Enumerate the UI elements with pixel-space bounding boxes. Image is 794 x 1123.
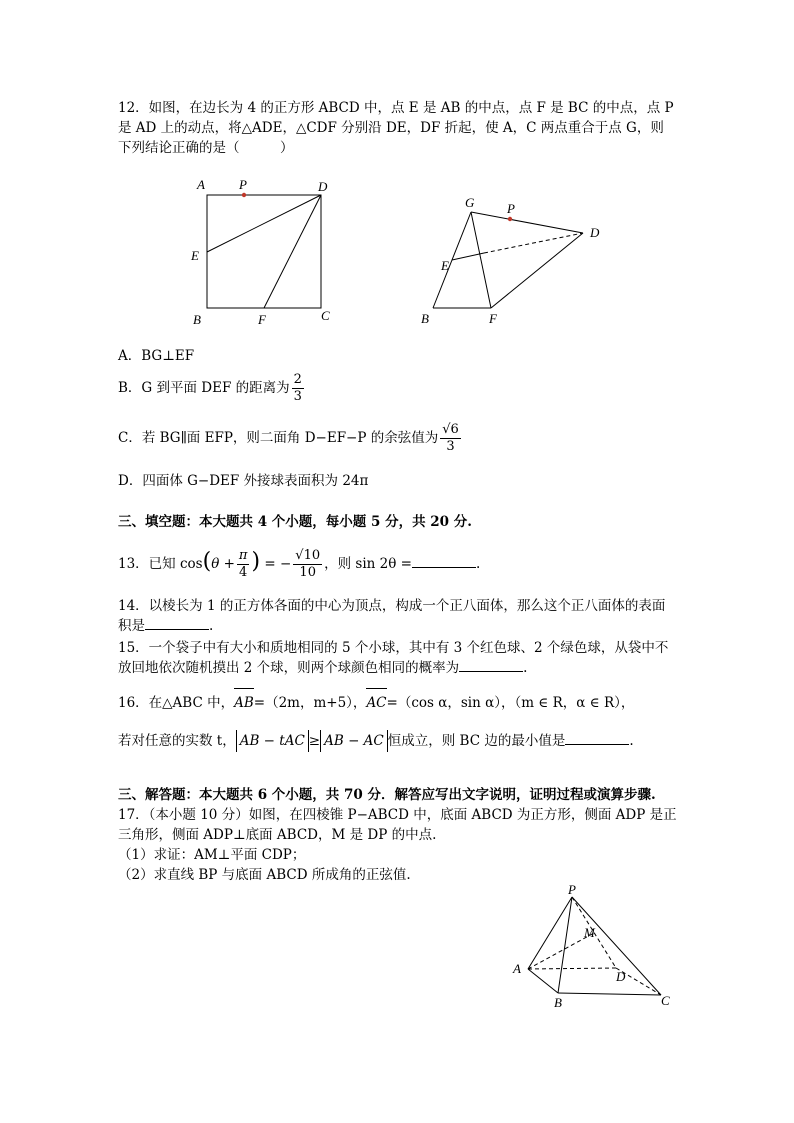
label-e: E (191, 248, 199, 263)
section-solve-title: 三、解答题：本大题共 6 个小题，共 70 分．解答应写出文字说明，证明过程或演算步骤. (118, 787, 656, 803)
frac-sqrt6-3: $\frac{√6}{3}$ (442, 422, 459, 454)
label-d: D (318, 179, 328, 194)
q17-line1: 17．（本小题 10 分）如图，在四棱锥 P−ABCD 中，底面 ABCD 为正方形，侧面 ADP 是正 (118, 807, 677, 823)
segment-ed (207, 195, 321, 252)
q16-answer-blank[interactable] (565, 744, 629, 745)
label-e2: E (441, 258, 449, 273)
q15-line1: 15．一个袋子中有大小和质地相同的 5 个小球，其中有 3 个红色球、2 个绿色球，从袋中不 (118, 640, 669, 656)
figure-square-abcd (185, 170, 345, 330)
q12-option-b: B．G 到平面 DEF 的距离为 $\frac{2}{3}$ (118, 372, 302, 404)
label-c: C (321, 308, 330, 323)
q16-line1: 16．在△ABC 中，AB=（2m，m+5），AC=（cos α，sin α），（m ∈ R，α ∈ R）， (118, 690, 634, 716)
label-b3: B (554, 995, 562, 1010)
label-b: B (193, 312, 201, 327)
label-p2: P (507, 201, 515, 216)
label-p: P (239, 177, 247, 192)
label-d3: D (616, 969, 626, 984)
q12-option-c: C．若 BG∥面 EFP，则二面角 D−EF−P 的余弦值为 $\frac{√6}{3}$ (118, 422, 459, 454)
label-m: M (584, 925, 595, 940)
q16-line2: 若对任意的实数 t， AB − tAC ≥ AB − AC 恒成立，则 BC 边的最小值是 . (118, 728, 634, 754)
q15-answer-blank[interactable] (459, 671, 523, 672)
q13-answer-blank[interactable] (412, 567, 476, 568)
label-g: G (465, 195, 475, 210)
label-f: F (258, 312, 266, 327)
q15-line2: 放回地依次随机摸出 2 个球，则两个球颜色相同的概率为 . (118, 660, 528, 676)
label-d2: D (590, 225, 600, 240)
segment-fd (264, 195, 321, 308)
point-p2 (508, 217, 512, 221)
q12-option-a: A．BG⊥EF (118, 348, 195, 364)
q13: 13．已知 cos(θ + $\frac{\pi}{4}$ ) = − $\frac{√10}{10}$ ，则 sin 2θ = . (118, 548, 481, 580)
figure-pyramid-pabcd (508, 885, 688, 1015)
q14-line2: 积是 . (118, 618, 214, 634)
q17-line4: （2）求直线 BP 与底面 ABCD 所成角的正弦值. (118, 867, 411, 883)
point-p (242, 193, 246, 197)
q14-answer-blank[interactable] (145, 629, 209, 630)
section-fill-in-title: 三、填空题：本大题共 4 个小题，每小题 5 分，共 20 分. (118, 514, 472, 530)
label-b2: B (421, 311, 429, 326)
q12-option-d: D．四面体 G−DEF 外接球表面积为 24π (118, 473, 369, 489)
q12-line2: 是 AD 上的动点，将△ADE，△CDF 分别沿 DE，DF 折起，使 A，C 两点重合于点 G，则 (118, 120, 664, 136)
frac-2-3: $\frac{2}{3}$ (293, 372, 302, 404)
label-p3: P (568, 885, 576, 897)
q12-line3: 下列结论正确的是（ ） (118, 140, 294, 156)
square-abcd (207, 195, 321, 308)
label-f2: F (489, 311, 497, 326)
label-a: A (197, 177, 205, 192)
label-a3: A (513, 961, 521, 976)
figure-tetrahedron-gdef (415, 190, 615, 330)
q17-line2: 三角形，侧面 ADP⊥底面 ABCD，M 是 DP 的中点. (118, 827, 437, 843)
q12-line1: 12．如图，在边长为 4 的正方形 ABCD 中，点 E 是 AB 的中点，点 F 是 BC 的中点，点 P (118, 100, 674, 116)
label-c3: C (661, 993, 670, 1008)
q14-line1: 14．以棱长为 1 的正方体各面的中心为顶点，构成一个正八面体，那么这个正八面体的表面 (118, 598, 666, 614)
q17-line3: （1）求证：AM⊥平面 CDP； (118, 847, 306, 863)
